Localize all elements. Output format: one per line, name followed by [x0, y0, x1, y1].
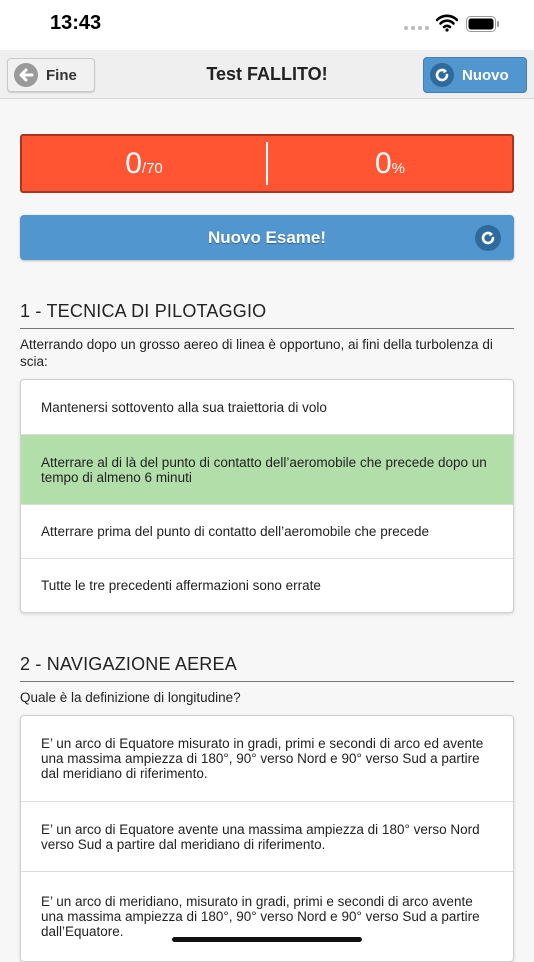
status-bar: [0, 0, 534, 50]
correct-count: 0: [125, 146, 142, 180]
new-button-label: Nuovo: [462, 66, 509, 84]
refresh-icon: [430, 63, 454, 87]
page-title: Test FALLITO!: [206, 64, 328, 84]
percent-sign: %: [391, 160, 406, 177]
answer-option[interactable]: Tutte le tre precedenti affermazioni sono errate: [21, 558, 513, 612]
back-button-label: Fine: [46, 66, 77, 84]
score-percent: [266, 142, 512, 185]
answer-option[interactable]: Atterrare prima del punto di contatto dell’aeromobile che precede: [21, 504, 513, 558]
battery-icon: [466, 16, 500, 32]
answer-option-correct[interactable]: Atterrare al di là del punto di contatto dell’aeromobile che precede dopo un tempo di almeno 6 minuti: [21, 434, 513, 504]
answer-option[interactable]: Mantenersi sottovento alla sua traiettoria di volo: [41, 399, 327, 415]
wifi-icon: [436, 14, 458, 32]
question-2: [20, 654, 514, 962]
new-exam-button-label: Nuovo Esame!: [207, 227, 327, 247]
answer-list: [20, 379, 514, 613]
question-text: Atterrando dopo un grosso aereo di linea è opportuno, ai fini della turbolenza di scia:: [20, 337, 493, 369]
question-1: [20, 301, 514, 613]
home-indicator: [172, 937, 362, 942]
score-box: [20, 134, 514, 193]
question-title: 1 - TECNICA DI PILOTAGGIO: [20, 301, 514, 329]
status-time: 13:43: [50, 12, 102, 34]
percent-value: 0: [374, 146, 392, 180]
new-test-button[interactable]: [423, 57, 527, 93]
question-title: 2 - NAVIGAZIONE AEREA: [20, 654, 514, 682]
answer-option[interactable]: E’ un arco di Equatore misurato in gradi, primi e secondi di arco ed avente una massima ampiezza di 180°, 90° verso Nord e 90° verso Sud a partire dal meridiano di riferimento.: [41, 736, 484, 781]
nav-bar: [0, 50, 534, 99]
refresh-icon: [475, 225, 501, 251]
total-count: /70: [141, 160, 163, 177]
new-exam-button[interactable]: [20, 215, 514, 260]
answer-list: [20, 715, 514, 962]
signal-dots-icon: [404, 26, 429, 30]
answer-option[interactable]: E’ un arco di meridiano, misurato in gradi, primi e secondi di arco avente una massima ampiezza di 180°, 90° verso Nord e 90° verso Sud a partire dall’Equatore.: [21, 871, 513, 961]
score-count: [22, 136, 266, 191]
answer-option[interactable]: E’ un arco di Equatore avente una massima ampiezza di 180° verso Nord verso Sud a partire dal meridiano di riferimento.: [21, 801, 513, 871]
question-text: Quale è la definizione di longitudine?: [20, 690, 241, 705]
